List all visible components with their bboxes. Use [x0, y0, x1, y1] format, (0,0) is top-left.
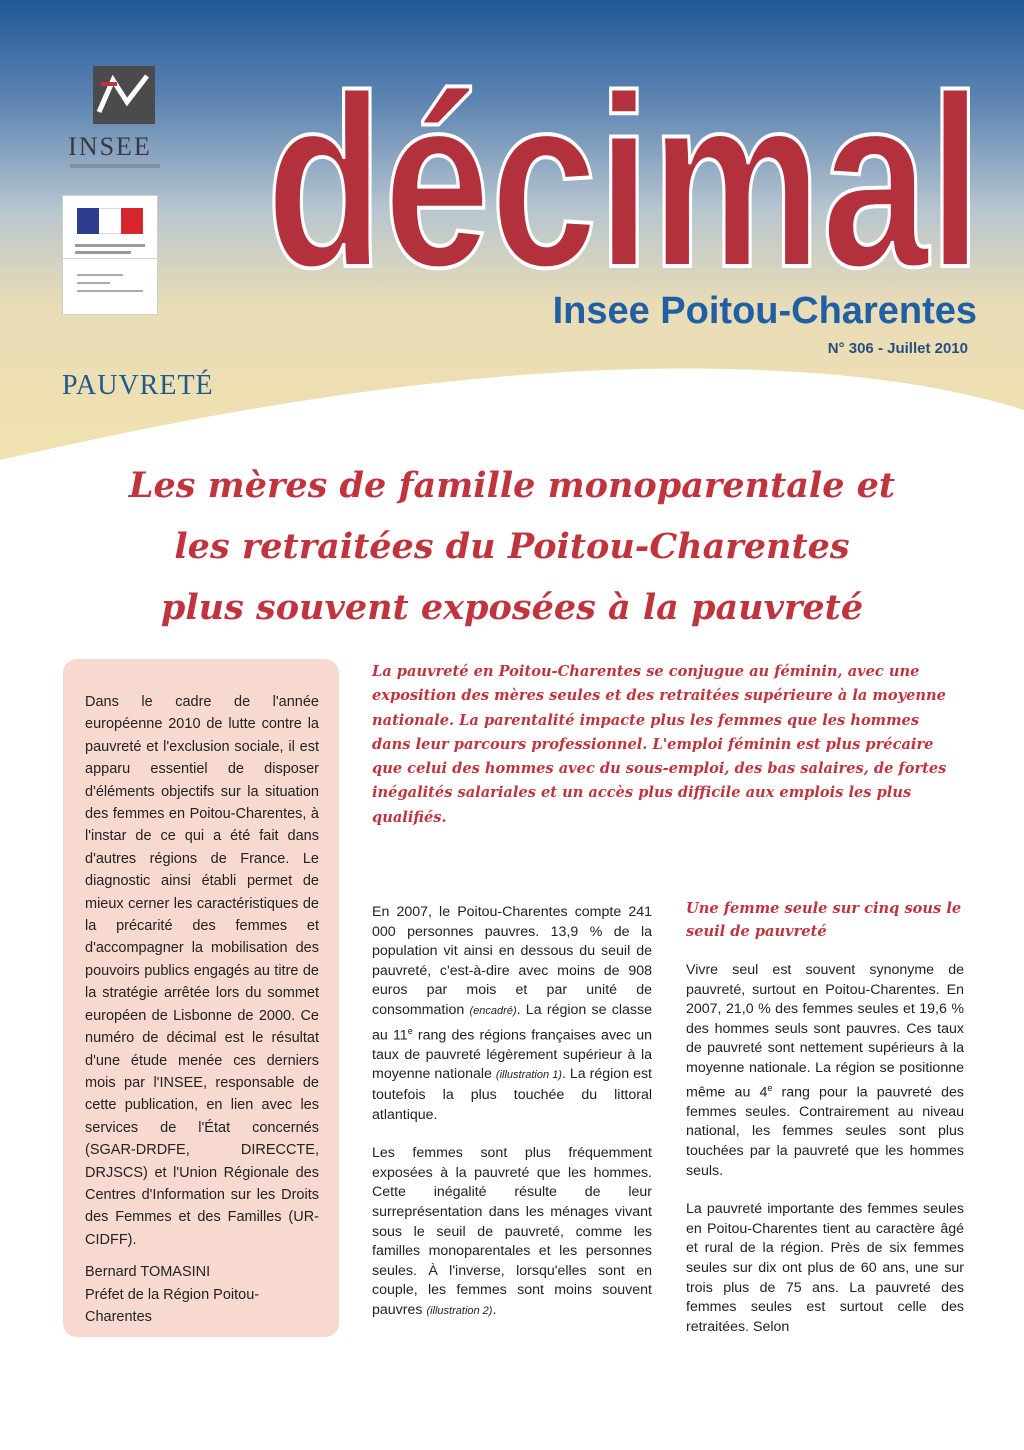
subsection-heading: Une femme seule sur cinq sous le seuil de pauvreté [686, 900, 962, 940]
paragraph: En 2007, le Poitou-Charentes compte 241 000 personnes pauvres. 13,9 % de la population vit ainsi en dessous du seuil de pauvreté, c'est-à-dire avec moins de 908 euros par mois et par unité de consommation (encadré). La région se classe au 11e rang des régions françaises avec un taux de pauvreté légèrement supérieur à la moyenne nationale (illustration 1). La région est toutefois la plus touchée du littoral atlantique. [372, 904, 652, 1123]
headline-line: Les mères de famille monoparentale et [128, 465, 896, 506]
brand-name-text: décimal [266, 48, 982, 288]
headline [80, 455, 944, 638]
paragraph: Vivre seul est souvent synonyme de pauvreté, surtout en Poitou-Charentes. En 2007, 21,0 % des femmes seules et 19,6 % des hommes seuls sont pauvres. Ces taux de pauvreté sont nettement supérieurs à la moyenne nationale. La région se positionne même au 4e rang pour la pauvreté des femmes seules. Contrairement au niveau national, les femmes seules sont plus touchées par la pauvreté que les hommes seuls. [686, 962, 964, 1179]
signature-name: Bernard TOMASINI [85, 1264, 211, 1281]
paragraph: La pauvreté importante des femmes seules en Poitou-Charentes tient au caractère âgé et rural de la région. Près de six femmes seules sur dix ont plus de 60 ans, une sur trois plus de 75 ans. La pauvreté des femmes seules est surtout celle des retraitées. Selon [686, 1201, 964, 1335]
french-flag-icon [77, 208, 143, 234]
decimal-brand-logo [262, 48, 992, 288]
issue-number: N° 306 - Juillet 2010 [827, 340, 968, 357]
prefecture-text-lines [77, 268, 143, 298]
reference-note: (illustration 2) [426, 1305, 493, 1318]
insee-mark-icon [93, 66, 155, 124]
republic-text-lines [75, 240, 145, 258]
section-label: PAUVRETÉ [62, 370, 214, 401]
editorial-text: Dans le cadre de l'année européenne 2010 de lutte contre la pauvreté et l'exclusion sociale, il est apparu essentiel de disposer d'éléments objectifs sur la situation des femmes en Poitou-Charentes, à l'instar de ce qui a été fait dans d'autres régions de France. Le diagnostic ainsi établi permet de mieux cerner les caractéristiques de la précarité des femmes et d'accompagner la mobilisation des pouvoirs publics engagés au titre de la stratégie arrêtée lors du sommet européen de Lisbonne de 2000. Ce numéro de décimal est le résultat d'une étude menée ces derniers mois par l'INSEE, responsable de cette publication, en lien avec les services de l'État concernés (SGAR-DRDFE, DIRECCTE, DRJSCS) et l'Union Régionale des Centres d'Information sur les Droits des Femmes et des Familles (UR-CIDFF). [85, 694, 319, 1248]
insee-logo-tagline [70, 164, 160, 168]
headline-line: les retraitées du Poitou-Charentes [174, 526, 850, 567]
paragraph: Les femmes sont plus fréquemment exposées à la pauvreté que les hommes. Cette inégalité résulte de leur surreprésentation dans les ménages vivant sous le seuil de pauvreté, comme les familles monoparentales et les personnes seules. À l'inverse, lorsqu'elles sont en couple, les femmes sont moins souvent pauvres (illustration 2). [372, 1145, 652, 1319]
signature-title: Préfet de la Région Poitou-Charentes [85, 1286, 260, 1325]
publication-subtitle: Insee Poitou-Charentes [552, 290, 977, 332]
article-lede: La pauvreté en Poitou-Charentes se conjugue au féminin, avec une exposition des mères seules et des retraitées supérieure à la moyenne nationale. La parentalité impacte plus les femmes que les hommes dans leur parcours professionnel. L'emploi féminin est plus précaire que celui des hommes avec du sous-emploi, des bas salaires, de fortes inégalités salariales et un accès plus difficile aux emplois les plus qualifiés. [372, 663, 947, 826]
article-column-right [686, 961, 964, 1356]
editorial-box [63, 659, 339, 1337]
headline-line: plus souvent exposées à la pauvreté [160, 587, 864, 628]
republic-separator [63, 258, 157, 259]
reference-note: (illustration 1) [495, 1069, 562, 1082]
reference-note: (encadré) [469, 1004, 517, 1017]
article-column-left [372, 903, 652, 1341]
insee-logo-text: INSEE [68, 132, 152, 161]
insee-logo [60, 60, 160, 180]
republique-francaise-logo [62, 195, 158, 315]
